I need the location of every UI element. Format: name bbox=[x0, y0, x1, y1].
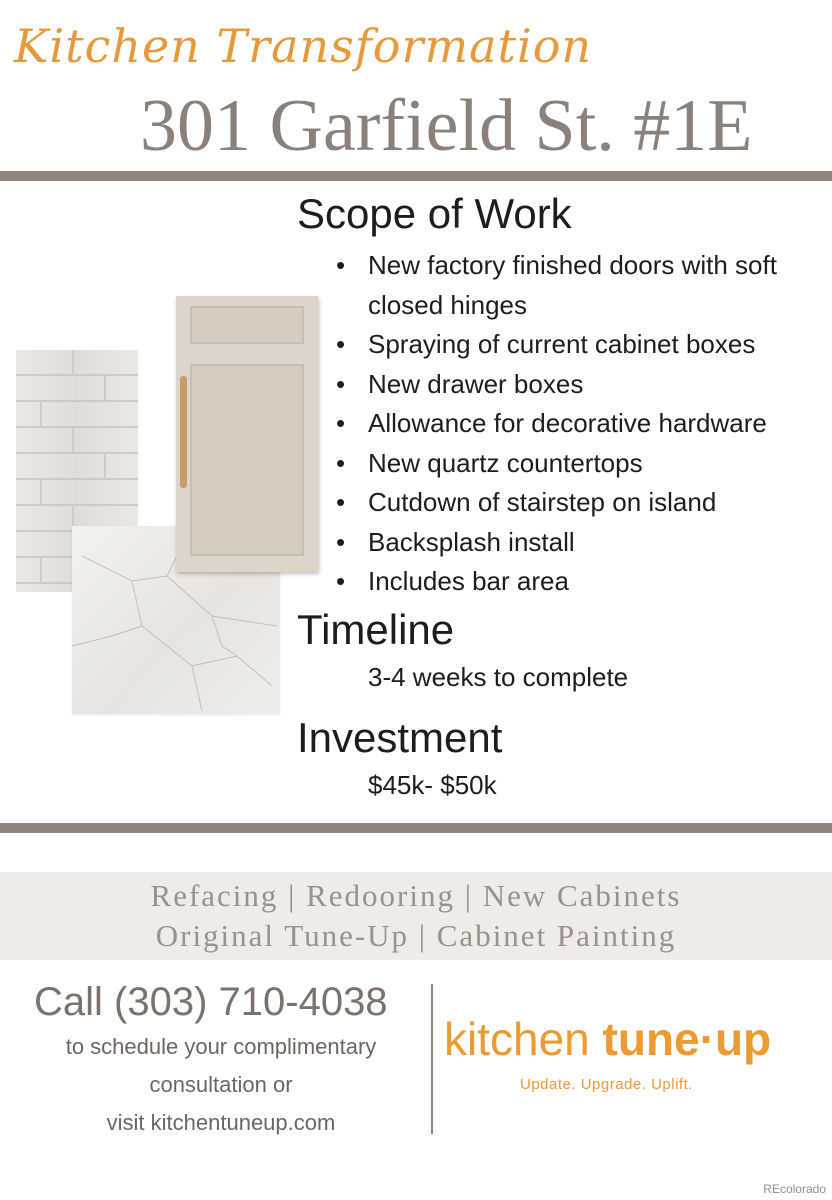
brand-name-part2: tune·up bbox=[602, 1013, 772, 1065]
investment-heading: Investment bbox=[297, 714, 503, 761]
scope-item: • Allowance for decorative hardware bbox=[336, 404, 808, 444]
scope-item: • New drawer boxes bbox=[336, 365, 808, 405]
contact-line: visit kitchentuneup.com bbox=[106, 1110, 336, 1135]
services-line: Refacing | Redooring | New Cabinets bbox=[150, 878, 682, 913]
services-line: Original Tune-Up | Cabinet Painting bbox=[155, 918, 677, 953]
vertical-divider bbox=[431, 984, 433, 1134]
bottom-divider-bar bbox=[0, 823, 832, 833]
brand-logo bbox=[444, 1012, 771, 1066]
services-band bbox=[0, 872, 832, 960]
scope-item: • Backsplash install bbox=[336, 523, 808, 563]
script-title: Kitchen Transformation bbox=[14, 19, 593, 73]
timeline-text: 3-4 weeks to complete bbox=[368, 662, 629, 692]
cabinet-handle bbox=[180, 376, 187, 488]
scope-item: • Cutdown of stairstep on island bbox=[336, 483, 808, 523]
scope-heading: Scope of Work bbox=[297, 190, 572, 237]
watermark: REcolorado bbox=[763, 1182, 826, 1196]
scope-item: • New factory finished doors with soft closed hinges bbox=[336, 246, 808, 325]
contact-line: to schedule your complimentary bbox=[65, 1034, 377, 1059]
property-address: 301 Garfield St. #1E bbox=[140, 85, 753, 167]
scope-item: • New quartz countertops bbox=[336, 444, 808, 484]
scope-item: • Includes bar area bbox=[336, 562, 808, 602]
scope-item: • Spraying of current cabinet boxes bbox=[336, 325, 808, 365]
contact-line: consultation or bbox=[149, 1072, 293, 1097]
scope-list bbox=[336, 246, 808, 602]
phone-number: Call (303) 710-4038 bbox=[34, 980, 388, 1024]
brand-name-part1: kitchen bbox=[444, 1013, 603, 1065]
top-divider-bar bbox=[0, 171, 832, 181]
cabinet-door-sample bbox=[176, 296, 318, 572]
investment-text: $45k- $50k bbox=[368, 770, 497, 800]
timeline-heading: Timeline bbox=[297, 606, 455, 653]
brand-tagline: Update. Upgrade. Uplift. bbox=[520, 1076, 693, 1093]
